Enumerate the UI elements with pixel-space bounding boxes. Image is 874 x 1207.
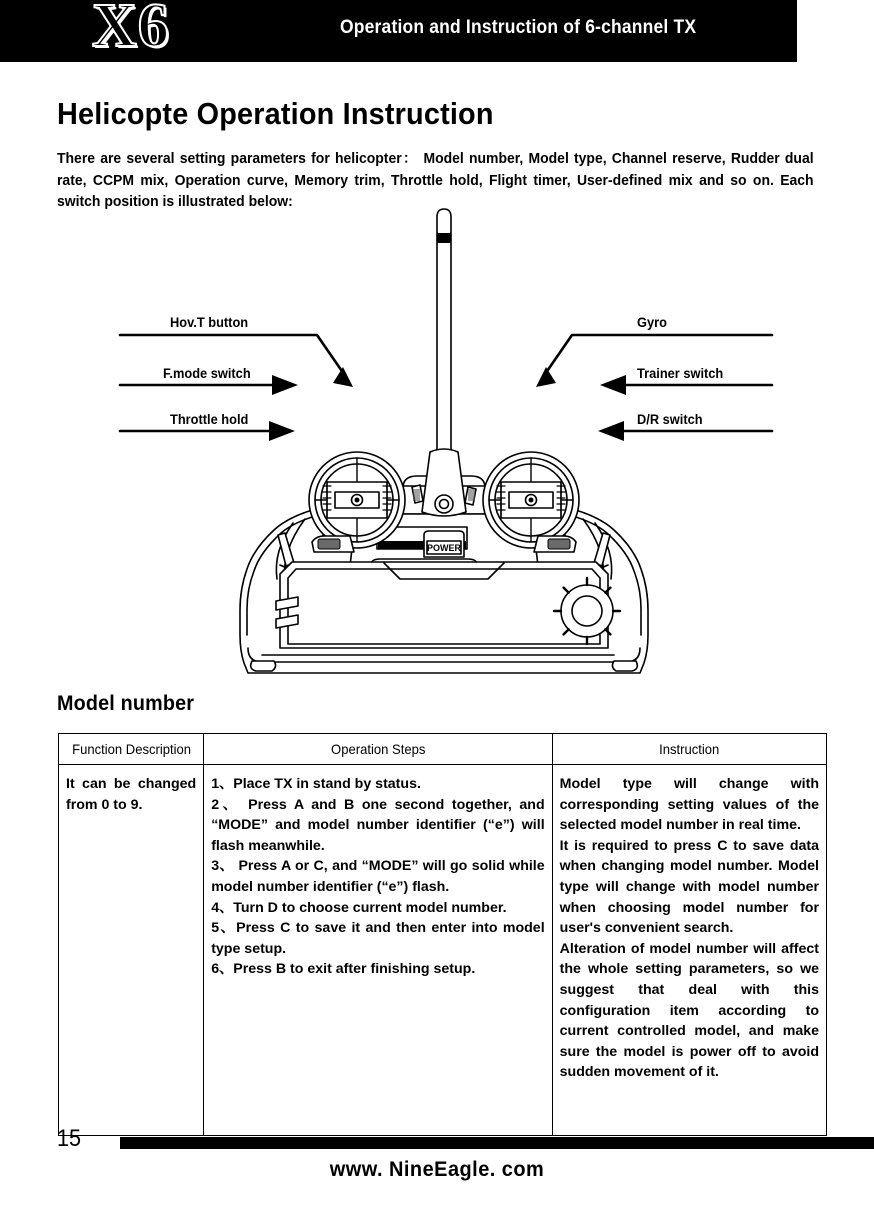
transmitter-illustration bbox=[0, 205, 874, 675]
column-header-function-description: Function Description bbox=[61, 734, 200, 765]
callout-label-trainer-switch: Trainer switch bbox=[637, 366, 724, 381]
right-gimbal-assembly bbox=[483, 452, 579, 548]
callout-label-dr-switch: D/R switch bbox=[637, 412, 703, 427]
page-number: 15 bbox=[57, 1125, 82, 1152]
model-number-table bbox=[58, 733, 827, 1136]
instruction-paragraph: Model type will change with corresponding setting values of the selected model number in real time. bbox=[559, 776, 819, 834]
intro-paragraph: There are several setting parameters for helicopter： Model number, Model type, Channel reserve, Rudder dual rate, CCPM mix, Operation curve, Memory trim, Throttle hold, Flight timer, User-defined mix and so on. Each switch position is illustrated below: bbox=[57, 151, 814, 210]
table-header-row bbox=[59, 734, 827, 765]
footer-url: www. NineEagle. com bbox=[329, 1158, 545, 1181]
cell-instruction bbox=[552, 765, 826, 1136]
footer-rule bbox=[120, 1137, 874, 1149]
page-title: Helicopte Operation Instruction bbox=[57, 96, 494, 131]
header-title: Operation and Instruction of 6-channel TX bbox=[340, 17, 697, 38]
rotary-dial bbox=[554, 578, 620, 644]
operation-step: 6、Press B to exit after finishing setup. bbox=[211, 961, 476, 978]
instruction-paragraph: Alteration of model number will affect the whole setting parameters, so we suggest that deal with this configuration item according to current controlled model, and make sure the model is power off to avoid sudden movement of it. bbox=[559, 940, 819, 1081]
callout-label-f-mode-switch: F.mode switch bbox=[163, 366, 251, 381]
table-row bbox=[59, 765, 827, 1136]
callout-label-gyro: Gyro bbox=[637, 315, 667, 330]
operation-step: 3、 Press A or C, and “MODE” will go solid while model number identifier (“e”) flash. bbox=[211, 858, 545, 895]
operation-step: 1、Place TX in stand by status. bbox=[211, 776, 421, 792]
callout-label-hov-t-button: Hov.T button bbox=[170, 315, 249, 330]
operation-steps-list bbox=[204, 765, 551, 990]
function-description-text: It can be changed from 0 to 9. bbox=[66, 776, 197, 813]
callout-label-throttle-hold: Throttle hold bbox=[170, 412, 249, 427]
left-gimbal-assembly bbox=[309, 452, 405, 548]
column-header-operation-steps: Operation Steps bbox=[211, 734, 546, 765]
operation-step: 4、Turn D to choose current model number. bbox=[211, 899, 507, 916]
page-footer bbox=[0, 1125, 874, 1207]
operation-step: 2、 Press A and B one second together, and “MODE” and model number identifier (“e”) will flash meanwhile. bbox=[211, 796, 545, 854]
column-header-instruction: Instruction bbox=[558, 734, 821, 765]
instruction-text bbox=[553, 765, 826, 1093]
section-heading-model-number: Model number bbox=[57, 692, 195, 715]
transmitter-diagram bbox=[0, 205, 874, 675]
power-label: POWER bbox=[426, 543, 462, 553]
cell-operation-steps bbox=[204, 765, 552, 1136]
operation-step: 5、Press C to save it and then enter into model type setup. bbox=[211, 920, 545, 957]
x6-logo: X6 bbox=[92, 0, 170, 60]
instruction-paragraph: It is required to press C to save data when changing model number. Model type will change with model number when choosing model number for user's convenient search. bbox=[559, 837, 819, 937]
cell-function-description bbox=[59, 765, 204, 1136]
